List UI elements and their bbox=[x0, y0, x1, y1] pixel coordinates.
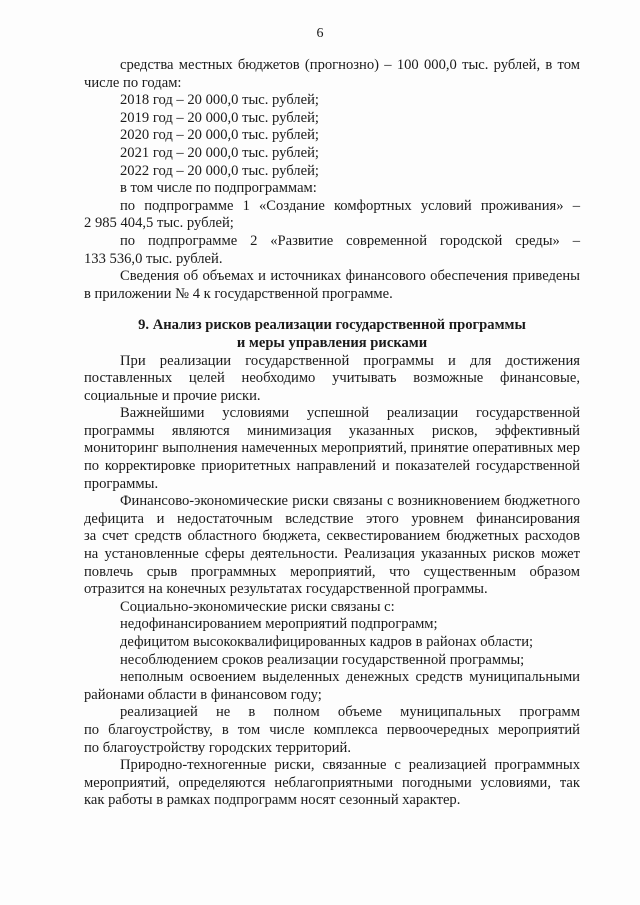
paragraph-line: по корректировке приоритетных направлений и показателей государственной bbox=[84, 458, 580, 475]
risk-item: неполным освоением выделенных денежных средств муниципальными bbox=[120, 669, 580, 686]
risk-item: по благоустройству, в том числе комплекса первоочередных мероприятий bbox=[84, 721, 580, 738]
paragraph-line: программы. bbox=[84, 475, 159, 492]
paragraph-line: отразится на конечных результатах государственной программы. bbox=[84, 581, 488, 598]
risk-item: районами области в финансовом году; bbox=[84, 686, 322, 703]
paragraph-line: мероприятий, определяются неблагоприятными погодными условиями, так bbox=[84, 774, 580, 791]
local-budget-line: средства местных бюджетов (прогнозно) – 100 000,0 тыс. рублей, в том bbox=[120, 57, 580, 73]
risk-item: по благоустройству городских территорий. bbox=[84, 739, 352, 756]
paragraph-line: повлечь срыв программных мероприятий, что существенным образом bbox=[84, 563, 580, 580]
annex-line: в приложении № 4 к государственной программе. bbox=[84, 285, 393, 302]
subprograms-intro: в том числе по подпрограммам: bbox=[120, 180, 317, 197]
section-heading: и меры управления рисками bbox=[236, 334, 428, 351]
risks-intro: Социально-экономические риски связаны с: bbox=[120, 598, 395, 615]
year-line: 2020 год – 20 000,0 тыс. рублей; bbox=[120, 127, 319, 144]
year-line: 2018 год – 20 000,0 тыс. рублей; bbox=[120, 92, 319, 109]
subprogram-1-line: по подпрограмме 1 «Создание комфортных условий проживания» – bbox=[120, 197, 580, 214]
paragraph-line: Важнейшими условиями успешной реализации государственной bbox=[120, 405, 580, 422]
year-line: 2021 год – 20 000,0 тыс. рублей; bbox=[120, 144, 319, 161]
paragraph-line: поставленных целей необходимо учитывать возможные финансовые, bbox=[84, 370, 580, 387]
year-line: 2019 год – 20 000,0 тыс. рублей; bbox=[120, 109, 319, 126]
page-body bbox=[84, 57, 580, 810]
risk-item: дефицитом высококвалифицированных кадров в районах области; bbox=[120, 634, 534, 650]
risk-item: реализацией не в полном объеме муниципальных программ bbox=[120, 704, 580, 721]
paragraph-line: При реализации государственной программы и для достижения bbox=[120, 352, 580, 369]
paragraph-line: Финансово-экономические риски связаны с возникновением бюджетного bbox=[120, 493, 580, 510]
paragraph-line: как работы в рамках подпрограмм носят сезонный характер. bbox=[84, 792, 461, 809]
risk-item: недофинансированием мероприятий подпрограмм; bbox=[120, 616, 438, 633]
annex-line: Сведения об объемах и источниках финансового обеспечения приведены bbox=[120, 268, 580, 285]
subprogram-1-line: 2 985 404,5 тыс. рублей; bbox=[84, 215, 234, 232]
section-heading: 9. Анализ рисков реализации государственной программы bbox=[138, 317, 526, 334]
subprogram-2-line: 133 536,0 тыс. рублей. bbox=[84, 250, 223, 267]
paragraph-line: на установленные сферы деятельности. Реализация указанных рисков может bbox=[84, 546, 580, 563]
paragraph-line: мониторинг выполнения намеченных мероприятий, принятие оперативных мер bbox=[84, 440, 580, 457]
paragraph-line: за счет средств областного бюджета, секвестированием бюджетных расходов bbox=[84, 528, 580, 545]
paragraph-line: дефицита и недостаточным вследствие этого уровнем финансирования bbox=[84, 510, 580, 527]
local-budget-line: числе по годам: bbox=[84, 74, 182, 91]
subprogram-2-line: по подпрограмме 2 «Развитие современной городской среды» – bbox=[120, 232, 580, 249]
paragraph-line: программы являются минимизация указанных рисков, эффективный bbox=[84, 422, 580, 439]
page-number: 6 bbox=[316, 26, 324, 41]
paragraph-line: социальные и прочие риски. bbox=[84, 387, 261, 404]
year-line: 2022 год – 20 000,0 тыс. рублей; bbox=[120, 162, 319, 179]
paragraph-line: Природно-техногенные риски, связанные с реализацией программных bbox=[120, 757, 580, 774]
risk-item: несоблюдением сроков реализации государственной программы; bbox=[120, 651, 525, 668]
